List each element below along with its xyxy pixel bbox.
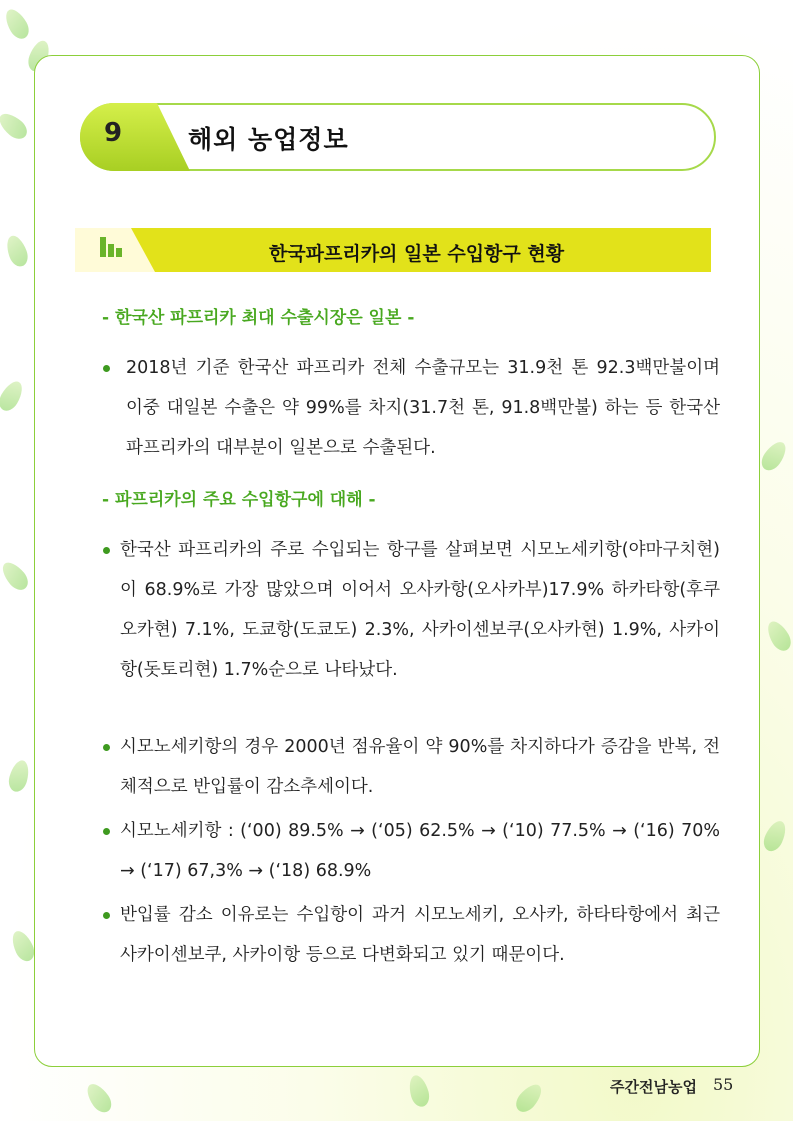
bullet-paragraph <box>100 348 720 468</box>
leaf-decoration <box>757 438 790 475</box>
page-number: 55 <box>713 1075 734 1094</box>
paragraph-text: 한국산 파프리카의 주로 수입되는 항구를 살펴보면 시모노세키항(야마구치현)이 68.9%로 가장 많았으며 이어서 오사카항(오사카부)17.9% 하카타항(후쿠오카현) 7.1%, 도쿄항(도쿄도) 2.3%, 사카이센보쿠(오사카현) 1.9%, 사카이항(돗토리현) 1.7%순으로 나타났다. <box>120 540 720 680</box>
leaf-decoration <box>0 378 27 415</box>
publication-name: 주간전남농업 <box>610 1078 697 1096</box>
chapter-number: 9 <box>104 118 123 148</box>
leaf-decoration <box>406 1073 432 1109</box>
leaf-decoration <box>6 758 32 794</box>
subheading: - 파프리카의 주요 수입항구에 대해 - <box>102 490 376 510</box>
section-title: 한국파프리카의 일본 수입항구 현황 <box>268 243 565 265</box>
bullet-paragraph <box>100 530 720 690</box>
subheading: - 한국산 파프리카 최대 수출시장은 일본 - <box>102 308 415 328</box>
leaf-decoration <box>1 6 33 43</box>
leaf-decoration <box>0 109 31 143</box>
paragraph-text: 시모노세키항의 경우 2000년 점유율이 약 90%를 차지하다가 증감을 반복, 전체적으로 반입률이 감소추세이다. <box>120 737 720 797</box>
paragraph-text: 시모노세키항 : (‘00) 89.5% → (‘05) 62.5% → (‘10) 77.5% → (‘16) 70% → (‘17) 67,3% → (‘18) 68.9% <box>120 821 720 881</box>
bullet-paragraph <box>100 895 720 975</box>
leaf-decoration <box>0 558 32 594</box>
paragraph-text: 2018년 기준 한국산 파프리카 전체 수출규모는 31.9천 톤 92.3백만불이며 이중 대일본 수출은 약 99%를 차지(31.7천 톤, 91.8백만불) 하는 등 한국산 파프리카의 대부분이 일본으로 수출된다. <box>126 358 720 458</box>
chapter-title: 해외 농업정보 <box>188 125 349 154</box>
paragraph-text: 반입률 감소 이유로는 수입항이 과거 시모노세키, 오사카, 하타타항에서 최근 사카이센보쿠, 사카이항 등으로 다변화되고 있기 때문이다. <box>120 905 720 965</box>
leaf-decoration <box>82 1080 115 1117</box>
leaf-decoration <box>763 618 793 655</box>
bullet-paragraph <box>100 811 720 891</box>
leaf-decoration <box>760 818 790 855</box>
leaf-decoration <box>512 1080 546 1116</box>
bullet-paragraph <box>100 727 720 807</box>
